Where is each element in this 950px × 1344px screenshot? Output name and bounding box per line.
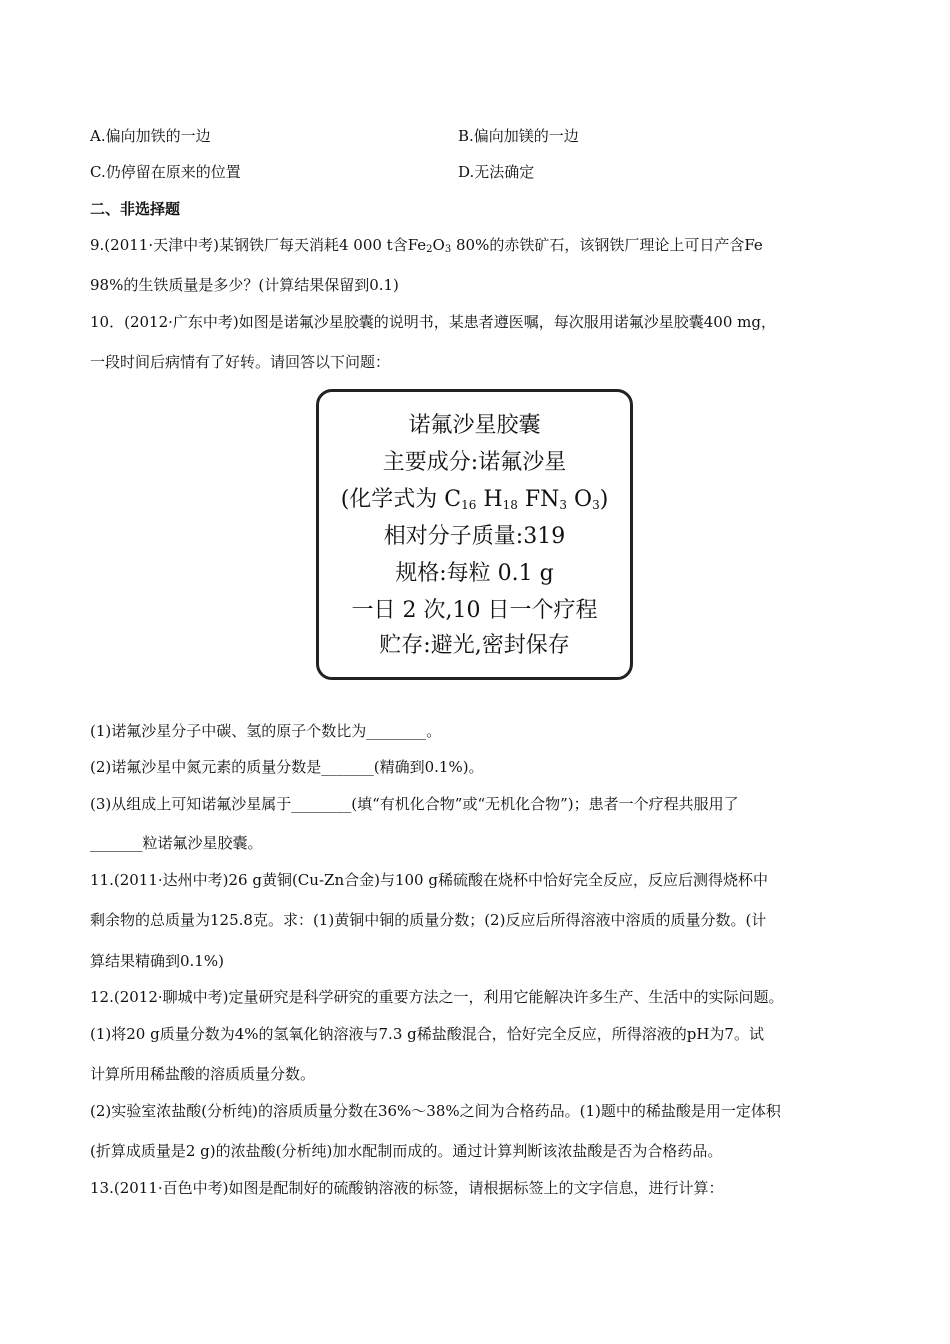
q10-line2: 一段时间后病情有了好转。请回答以下问题： <box>90 353 391 371</box>
q10-sub3-line1: (3)从组成上可知诺氟沙星属于________(填“有机化合物”或“无机化合物”)；患者一个疗程共服用了 <box>90 795 739 813</box>
q12-line4: (2)实验室浓盐酸(分析纯)的溶质质量分数在36%～38%之间为合格药品。(1)题中的稀盐酸是用一定体积 <box>90 1102 781 1120</box>
option-a: A.偏向加铁的一边 <box>90 127 211 145</box>
q12-line2: (1)将20 g质量分数为4%的氢氧化钠溶液与7.3 g稀盐酸混合，恰好完全反应，所得溶液的pH为7。试 <box>90 1025 764 1043</box>
option-c: C.仍停留在原来的位置 <box>90 163 241 181</box>
drug-label-box <box>316 389 633 680</box>
q12-line5: (折算成质量是2 g)的浓盐酸(分析纯)加水配制而成的。通过计算判断该浓盐酸是否为合格药品。 <box>90 1142 723 1160</box>
label-spec: 规格:每粒 0.1 g <box>395 561 554 586</box>
q11-line1: 11.(2011·达州中考)26 g黄铜(Cu-Zn合金)与100 g稀硫酸在烧杯中恰好完全反应，反应后测得烧杯中 <box>90 871 768 889</box>
option-d: D.无法确定 <box>458 163 535 181</box>
label-storage: 贮存:避光,密封保存 <box>379 633 570 658</box>
section-title: 二、非选择题 <box>90 200 181 218</box>
q12-line1: 12.(2012·聊城中考)定量研究是科学研究的重要方法之一，利用它能解决许多生产、生活中的实际问题。 <box>90 988 784 1006</box>
q9-line2: 98%的生铁质量是多少？(计算结果保留到0.1) <box>90 276 399 294</box>
label-main-ingredient: 主要成分:诺氟沙星 <box>382 450 567 475</box>
q9-line1: 9.(2011·天津中考)某钢铁厂每天消耗4 000 t含$Fe_2O_3$ 80%的赤铁矿石，该钢铁厂理论上可日产含Fe <box>90 236 763 255</box>
q11-line2: 剩余物的总质量为125.8克。求：(1)黄铜中铜的质量分数；(2)反应后所得溶液中溶质的质量分数。(计 <box>90 911 767 929</box>
q10-sub3-line2: _______粒诺氟沙星胶囊。 <box>90 834 263 852</box>
q13-line1: 13.(2011·百色中考)如图是配制好的硫酸钠溶液的标签，请根据标签上的文字信息，进行计算： <box>90 1179 724 1197</box>
label-dosage: 一日 2 次,10 日一个疗程 <box>351 598 598 623</box>
q12-line3: 计算所用稀盐酸的溶质质量分数。 <box>90 1065 316 1083</box>
label-title: 诺氟沙星胶囊 <box>408 413 541 438</box>
label-molar-mass: 相对分子质量:319 <box>383 524 566 549</box>
q10-line1: 10．(2012·广东中考)如图是诺氟沙星胶囊的说明书，某患者遵医嘱，每次服用诺氟沙星胶囊400 mg， <box>90 313 776 331</box>
q10-sub2: (2)诺氟沙星中氮元素的质量分数是_______(精确到0.1%)。 <box>90 758 484 776</box>
q10-sub1: (1)诺氟沙星分子中碳、氢的原子个数比为________。 <box>90 722 442 740</box>
option-b: B.偏向加镁的一边 <box>458 127 579 145</box>
q11-line3: 算结果精确到0.1%) <box>90 952 224 970</box>
label-formula: (化学式为 $C_{16}$ $H_{18}$ $FN_3$ $O_3$) <box>340 487 609 512</box>
